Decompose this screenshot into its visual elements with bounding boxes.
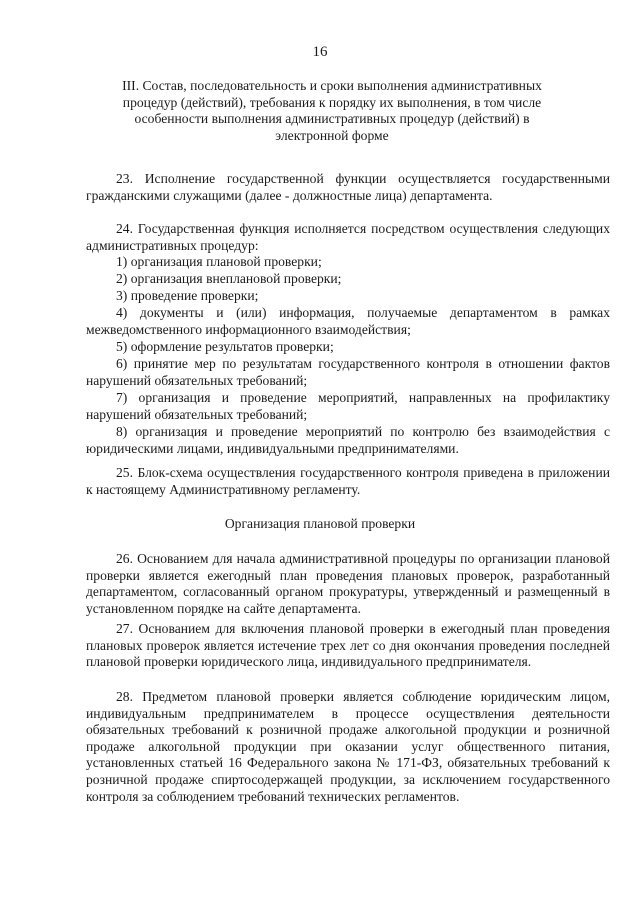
list-item-5: 5) оформление результатов проверки; xyxy=(116,339,334,354)
list-item-2: 2) организация внеплановой проверки; xyxy=(116,271,342,286)
list-item-6: 6) принятие мер по результатам государственного контроля в отношении фактов нарушений обязательных требований; xyxy=(86,356,610,388)
subheading: Организация плановой проверки xyxy=(224,516,416,531)
paragraph-23: 23. Исполнение государственной функции осуществляется государственными гражданскими служащими (далее - должностные лица) департамента. xyxy=(86,171,610,203)
list-item-4: 4) документы и (или) информация, получаемые департаментом в рамках межведомственного информационного взаимодействия; xyxy=(86,305,610,337)
list-item-7: 7) организация и проведение мероприятий, направленных на профилактику нарушений обязательных требований; xyxy=(86,390,610,422)
paragraph-27: 27. Основанием для включения плановой проверки в ежегодный план проведения плановых проверок является истечение трех лет со дня окончания проведения последней плановой проверки юридического лица, индивидуального предпринимателя. xyxy=(86,621,610,670)
section-title: III. Состав, последовательность и сроки выполнения административных процедур (действий), требования к порядку их выполнения, в том числе особенности выполнения административных процедур (действий) в электронной форме xyxy=(122,78,542,144)
paragraph-26: 26. Основанием для начала административной процедуры по организации плановой проверки является ежегодный план проведения плановых проверок, разработанный департаментом, согласованный органом прокуратуры, утвержденный и размещенный в установленном порядке на сайте департамента. xyxy=(86,551,610,616)
page-number: 16 xyxy=(312,44,328,60)
list-item-8: 8) организация и проведение мероприятий по контролю без взаимодействия с юридическими лицами, индивидуальными предпринимателями. xyxy=(86,424,610,456)
paragraph-28: 28. Предметом плановой проверки является соблюдение юридическим лицом, индивидуальным предпринимателем в процессе осуществления деятельности обязательных требований к розничной продаже алкогольной продукции и розничной продаже алкогольной продукции при оказании услуг общественного питания, установленных статьей 16 Федерального закона № 171-ФЗ, обязательных требований к розничной продаже спиртосодержащей продукции, за исключением государственного контроля за соблюдением требований технических регламентов. xyxy=(86,689,610,804)
list-item-3: 3) проведение проверки; xyxy=(116,288,259,303)
paragraph-25: 25. Блок-схема осуществления государственного контроля приведена в приложении к настоящему Административному регламенту. xyxy=(86,465,610,497)
list-item-1: 1) организация плановой проверки; xyxy=(116,254,322,269)
paragraph-24: 24. Государственная функция исполняется посредством осуществления следующих административных процедур: xyxy=(86,221,610,253)
